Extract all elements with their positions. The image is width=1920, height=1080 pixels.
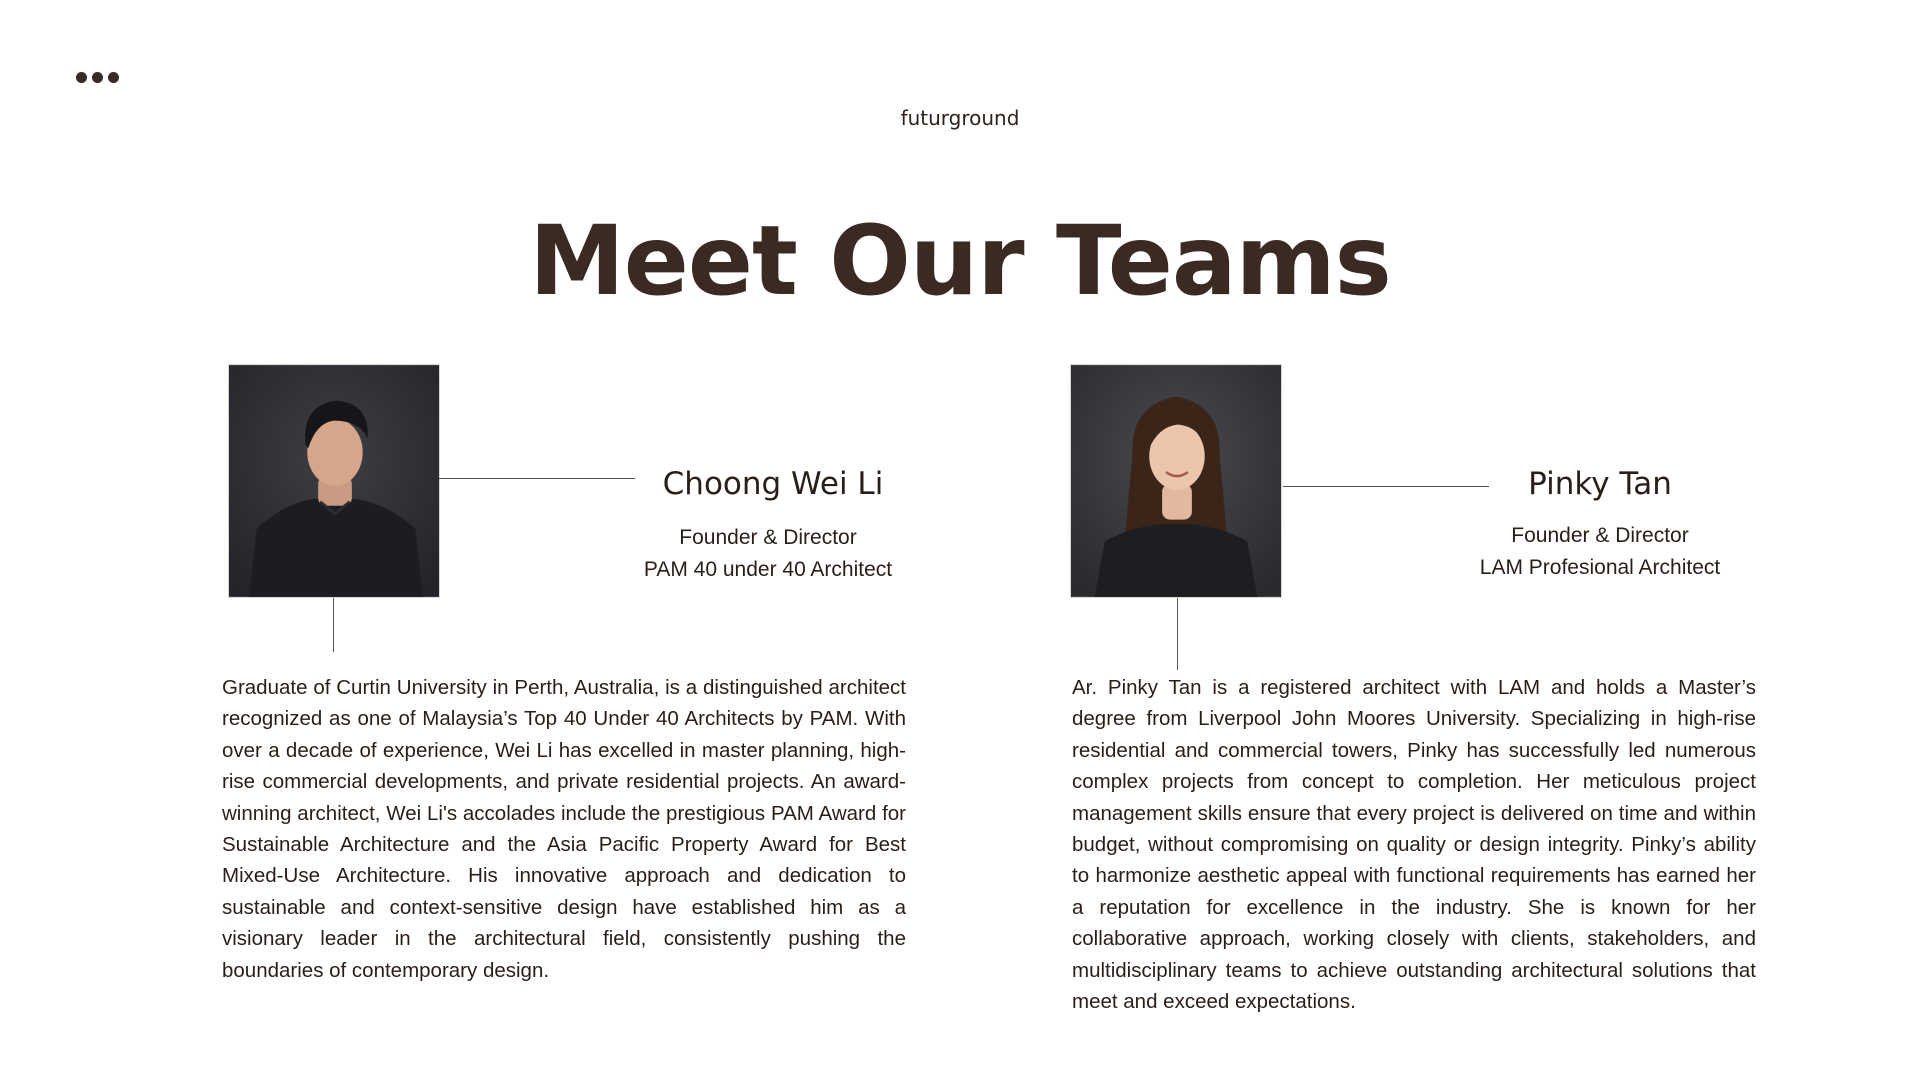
avatar-illustration — [229, 365, 439, 597]
member-role: LAM Profesional Architect — [1479, 556, 1721, 579]
member-role: PAM 40 under 40 Architect — [643, 558, 893, 581]
member-name: Choong Wei Li — [662, 466, 884, 502]
connector-line — [333, 598, 334, 652]
menu-dot — [108, 72, 119, 83]
brand-name: futurground — [900, 106, 1020, 130]
member-bio: Ar. Pinky Tan is a registered architect with LAM and holds a Master’s degree from Liverpool John Moores University. Specializing in high-rise residential and commercial towers, Pinky has successfully led numerous complex projects from concept to completion. Her meticulous project management skills ensure that every project is delivered on time and within budget, without compromising on quality or design integrity. Pinky’s ability to harmonize aesthetic appeal with functional requirements has earned her a reputation for excellence in the industry. She is known for her collaborative approach, working closely with clients, stakeholders, and multidisciplinary teams to achieve outstanding architectural solutions that meet and exceed expectations. — [1072, 676, 1756, 1014]
connector-line — [1177, 598, 1178, 670]
connector-line — [439, 478, 635, 479]
member-photo-pinky-tan — [1070, 364, 1282, 598]
avatar-illustration — [1071, 365, 1281, 597]
member-name: Pinky Tan — [1528, 466, 1672, 502]
menu-dot — [76, 72, 87, 83]
more-horizontal-icon[interactable] — [76, 70, 122, 84]
member-role: Founder & Director — [679, 526, 857, 549]
member-role: Founder & Director — [1511, 524, 1689, 547]
page-title: Meet Our Teams — [529, 205, 1391, 317]
menu-dot — [92, 72, 103, 83]
member-bio: Graduate of Curtin University in Perth, Australia, is a distinguished architect recognized as one of Malaysia’s Top 40 Under 40 Architects by PAM. With over a decade of experience, Wei Li has excelled in master planning, high-rise commercial developments, and private residential projects. An award-winning architect, Wei Li's accolades include the prestigious PAM Award for Sustainable Architecture and the Asia Pacific Property Award for Best Mixed-Use Architecture. His innovative approach and dedication to sustainable and context-sensitive design have established him as a visionary leader in the architectural field, consistently pushing the boundaries of contemporary design. — [222, 676, 906, 982]
connector-line — [1283, 486, 1489, 487]
member-photo-choong-wei-li — [228, 364, 440, 598]
